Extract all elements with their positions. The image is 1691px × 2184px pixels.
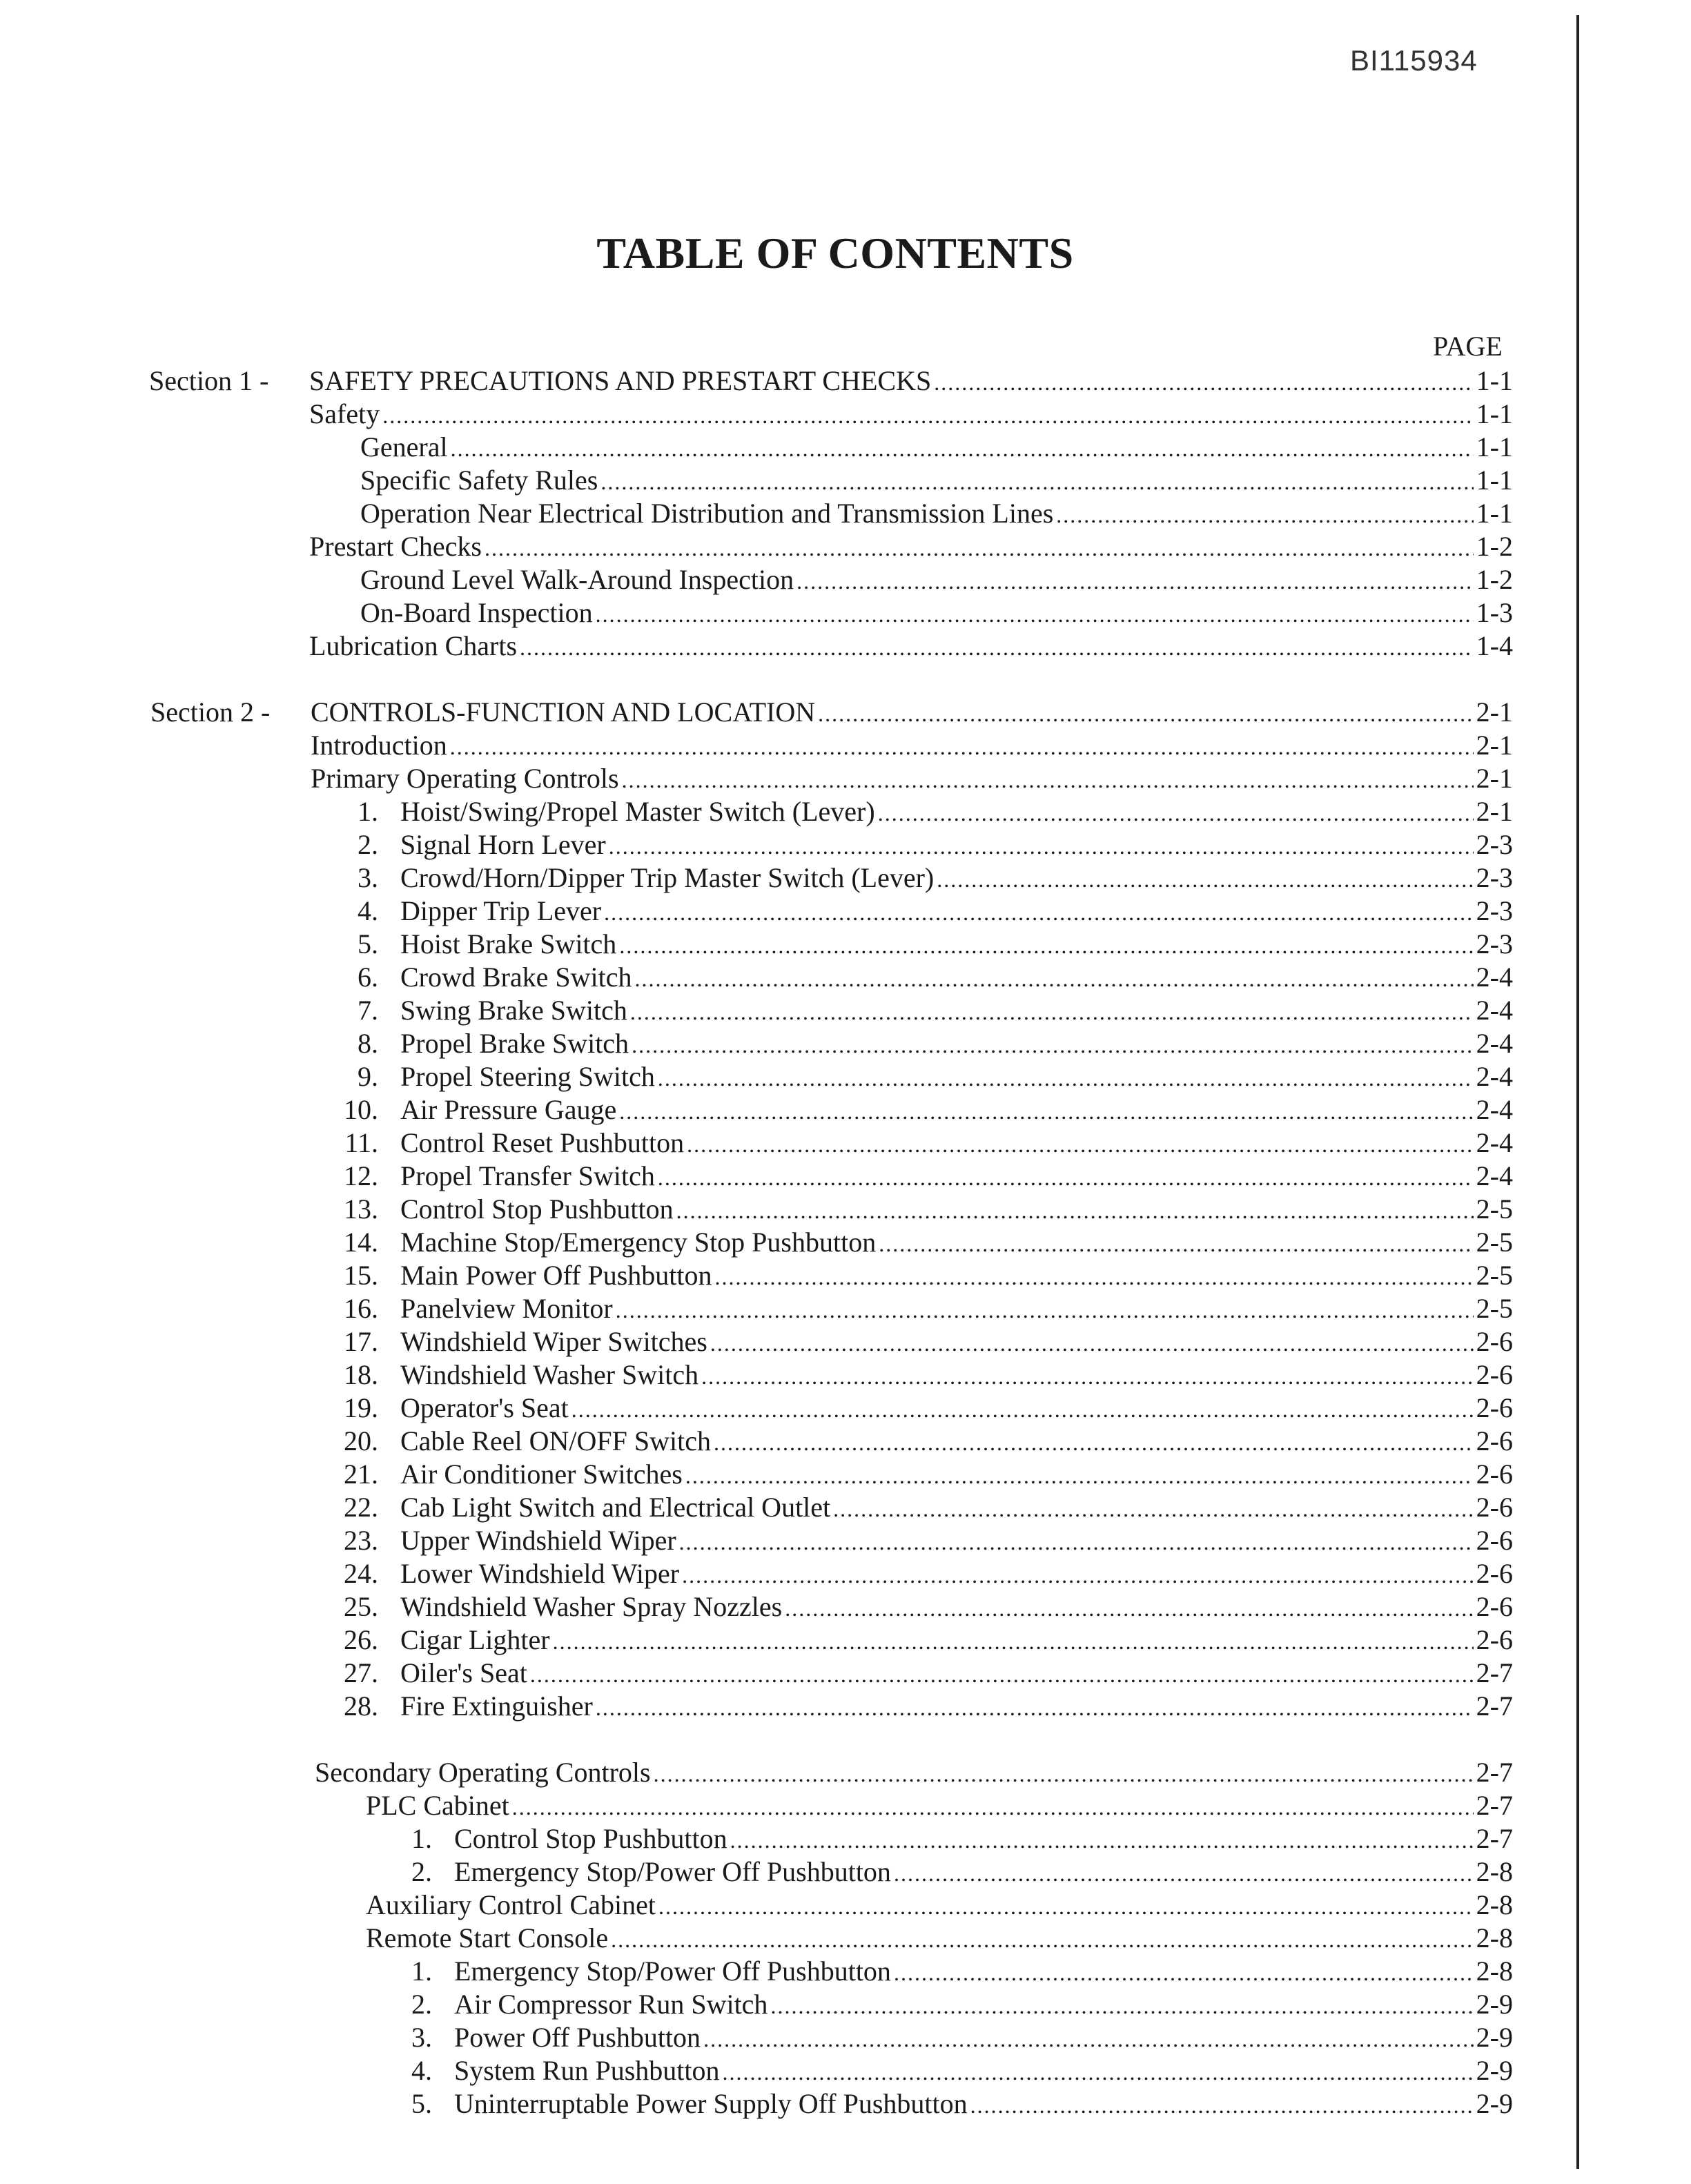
entry-number: 17. [344,1326,378,1357]
dot-leader [604,895,1474,929]
entry-number: 3. [411,2022,432,2053]
toc-entry [358,861,1513,895]
entry-page-number: 2-1 [1476,796,1513,827]
entry-page-number: 2-4 [1476,1028,1513,1059]
toc-entry [411,2021,1513,2054]
entry-number: 1. [411,1823,432,1854]
entry-label: Introduction [311,730,447,761]
dot-leader [658,1060,1474,1095]
entry-number: 3. [358,862,378,893]
entry-label: Windshield Washer Spray Nozzles [400,1591,783,1622]
entry-label: Primary Operating Controls [311,763,619,794]
dot-leader [701,1358,1474,1393]
entry-number: 22. [344,1492,378,1523]
dot-leader [679,1524,1474,1559]
entry-label: Oiler's Seat [400,1657,527,1688]
entry-page-number: 2-5 [1476,1193,1513,1225]
entry-label: Ground Level Walk-Around Inspection [360,564,794,595]
dot-leader [1056,497,1473,532]
toc-entry [344,1392,1513,1425]
dot-leader [894,1855,1474,1890]
entry-page-number: 2-3 [1476,829,1513,860]
dot-leader [676,1193,1474,1227]
entry-label: Emergency Stop/Power Off Pushbutton [454,1856,891,1887]
toc-section-entry [149,364,1513,398]
dot-leader [635,961,1474,995]
toc-entry [311,729,1513,762]
entry-label: On-Board Inspection [360,597,593,628]
dot-leader [730,1822,1474,1857]
entry-label: PLC Cabinet [366,1790,509,1821]
entry-number: 21. [344,1459,378,1490]
dot-leader [894,1955,1474,1989]
toc-entry [344,1458,1513,1491]
dot-leader [609,828,1474,863]
entry-label: Upper Windshield Wiper [400,1525,676,1556]
toc-entry [344,1160,1513,1193]
toc-entry [344,1624,1513,1657]
dot-leader [632,1027,1474,1062]
entry-page-number: 2-1 [1476,763,1513,794]
entry-number: 26. [344,1624,378,1655]
entry-page-number: 2-5 [1476,1227,1513,1258]
dot-leader [685,1458,1474,1492]
toc-entry [358,994,1513,1027]
entry-label: Safety [309,398,380,429]
entry-page-number: 1-1 [1476,465,1513,496]
dot-leader [818,696,1474,730]
dot-leader [879,1226,1473,1260]
toc-section-entry [150,696,1513,729]
entry-number: 18. [344,1359,378,1390]
entry-page-number: 2-9 [1476,2022,1513,2053]
entry-page-number: 2-4 [1476,962,1513,993]
entry-number: 20. [344,1425,378,1456]
entry-page-number: 1-2 [1476,564,1513,595]
toc-entry [344,1127,1513,1160]
entry-number: 12. [344,1160,378,1191]
dot-leader [611,1922,1474,1956]
entry-page-number: 2-9 [1476,1989,1513,2020]
entry-number: 1. [411,1956,432,1987]
dot-leader [450,729,1474,763]
dot-leader [616,1292,1474,1327]
entry-page-number: 2-6 [1476,1591,1513,1622]
entry-page-number: 2-9 [1476,2055,1513,2086]
entry-label: Specific Safety Rules [360,465,598,496]
entry-page-number: 1-1 [1476,365,1513,396]
entry-number: 4. [411,2055,432,2086]
entry-label: Swing Brake Switch [400,995,627,1026]
entry-page-number: 2-7 [1476,1757,1513,1788]
dot-leader [833,1491,1474,1525]
dot-leader [658,1889,1474,1923]
toc-entry [344,1193,1513,1226]
entry-number: 15. [344,1260,378,1291]
toc-entry [344,1590,1513,1624]
toc-entry [344,1657,1513,1690]
toc-entry [344,1226,1513,1259]
toc-entry [309,630,1513,663]
toc-entry [411,1855,1513,1889]
dot-leader [970,2087,1474,2122]
entry-page-number: 2-5 [1476,1260,1513,1291]
entry-page-number: 2-6 [1476,1525,1513,1556]
entry-page-number: 2-5 [1476,1293,1513,1324]
entry-page-number: 2-8 [1476,1856,1513,1887]
toc-entry [360,431,1513,464]
toc-entry [344,1093,1513,1127]
entry-page-number: 2-3 [1476,862,1513,893]
toc-entry [366,1922,1513,1955]
toc-entry [344,1292,1513,1325]
entry-label: Air Conditioner Switches [400,1459,683,1490]
toc-entry [344,1524,1513,1557]
entry-page-number: 2-7 [1476,1790,1513,1821]
toc-entry [358,1060,1513,1093]
entry-number: 25. [344,1591,378,1622]
entry-page-number: 2-4 [1476,1127,1513,1158]
toc-entry [366,1789,1513,1822]
entry-number: 13. [344,1193,378,1225]
entry-page-number: 2-8 [1476,1922,1513,1953]
toc-entry [344,1358,1513,1392]
entry-label: Remote Start Console [366,1922,609,1953]
entry-page-number: 1-4 [1476,630,1513,661]
entry-label: Cab Light Switch and Electrical Outlet [400,1492,831,1523]
entry-label: Operation Near Electrical Distribution and Transmission Lines [360,498,1054,529]
entry-label: Machine Stop/Emergency Stop Pushbutton [400,1227,877,1258]
entry-label: System Run Pushbutton [454,2055,720,2086]
entry-page-number: 2-4 [1476,1160,1513,1191]
entry-label: Propel Steering Switch [400,1061,655,1092]
dot-leader [714,1259,1473,1294]
entry-label: Auxiliary Control Cabinet [366,1889,656,1920]
dot-leader [596,596,1474,631]
entry-page-number: 1-3 [1476,597,1513,628]
dot-leader [934,364,1473,399]
entry-number: 5. [411,2088,432,2119]
entry-label: Secondary Operating Controls [315,1757,651,1788]
entry-label: Control Stop Pushbutton [454,1823,727,1854]
toc-entry [360,563,1513,596]
entry-number: 10. [344,1094,378,1125]
entry-page-number: 2-8 [1476,1889,1513,1920]
dot-leader [658,1160,1474,1194]
entry-label: Control Reset Pushbutton [400,1127,685,1158]
dot-leader [703,2021,1474,2056]
entry-number: 23. [344,1525,378,1556]
dot-leader [520,630,1474,664]
dot-leader [485,530,1474,565]
toc-entry [358,895,1513,928]
entry-label: Windshield Wiper Switches [400,1326,707,1357]
entry-number: 5. [358,928,378,959]
entry-number: 4. [358,895,378,926]
toc-entry [344,1259,1513,1292]
entry-label: Crowd Brake Switch [400,962,632,993]
entry-label: Lubrication Charts [309,630,518,661]
entry-label: SAFETY PRECAUTIONS AND PRESTART CHECKS [309,365,932,396]
toc-entry [315,1756,1513,1789]
toc-entry [411,2054,1513,2087]
toc-entry [309,398,1513,431]
entry-number: 11. [344,1127,378,1158]
toc-entry [411,1955,1513,1988]
dot-leader [630,994,1474,1028]
entry-label: Propel Brake Switch [400,1028,629,1059]
section-prefix: Section 1 - [149,365,269,396]
entry-label: Signal Horn Lever [400,829,606,860]
dot-leader [596,1690,1474,1724]
entry-page-number: 2-3 [1476,928,1513,959]
entry-number: 16. [344,1293,378,1324]
entry-page-number: 1-1 [1476,398,1513,429]
toc-entry [360,464,1513,497]
toc-entry [344,1425,1513,1458]
entry-label: General [360,431,448,462]
entry-label: Panelview Monitor [400,1293,613,1324]
entry-label: Hoist/Swing/Propel Master Switch (Lever) [400,796,875,827]
dot-leader [451,431,1474,465]
entry-number: 2. [411,1989,432,2020]
toc-entry [344,1690,1513,1723]
entry-label: Cable Reel ON/OFF Switch [400,1425,711,1456]
entry-number: 7. [358,995,378,1026]
entry-page-number: 2-6 [1476,1359,1513,1390]
toc-entry [366,1889,1513,1922]
entry-page-number: 1-1 [1476,498,1513,529]
entry-label: Lower Windshield Wiper [400,1558,680,1589]
entry-page-number: 2-6 [1476,1459,1513,1490]
entry-page-number: 2-8 [1476,1956,1513,1987]
entry-label: Air Pressure Gauge [400,1094,617,1125]
entry-label: Crowd/Horn/Dipper Trip Master Switch (Lever) [400,862,935,893]
toc-entry [311,762,1513,795]
entry-page-number: 2-6 [1476,1492,1513,1523]
entry-page-number: 2-1 [1476,696,1513,728]
entry-label: Windshield Washer Switch [400,1359,699,1390]
entry-page-number: 2-6 [1476,1326,1513,1357]
entry-page-number: 2-6 [1476,1425,1513,1456]
entry-label: CONTROLS-FUNCTION AND LOCATION [311,696,816,728]
entry-number: 8. [358,1028,378,1059]
entry-label: Main Power Off Pushbutton [400,1260,712,1291]
toc-entry [358,928,1513,961]
entry-page-number: 2-6 [1476,1558,1513,1589]
section-prefix: Section 2 - [150,696,271,728]
entry-label: Cigar Lighter [400,1624,550,1655]
entry-label: Dipper Trip Lever [400,895,602,926]
dot-leader [382,398,1473,432]
entry-number: 9. [358,1061,378,1092]
entry-label: Prestart Checks [309,531,482,562]
dot-leader [710,1325,1474,1360]
entry-label: Hoist Brake Switch [400,928,617,959]
entry-number: 2. [411,1856,432,1887]
entry-page-number: 1-2 [1476,531,1513,562]
dot-leader [512,1789,1474,1824]
dot-leader [714,1425,1474,1459]
dot-leader [878,795,1474,830]
dot-leader [619,928,1473,962]
toc-entry [344,1557,1513,1590]
entry-page-number: 2-4 [1476,1094,1513,1125]
toc-entry [309,530,1513,563]
entry-label: Operator's Seat [400,1392,569,1423]
toc-entry [411,2087,1513,2120]
dot-leader [682,1557,1474,1592]
toc-entry [358,961,1513,994]
dot-leader [571,1392,1474,1426]
entry-page-number: 2-9 [1476,2088,1513,2119]
dot-leader [796,563,1474,598]
page-column-heading: PAGE [1433,331,1503,362]
entry-page-number: 2-1 [1476,730,1513,761]
dot-leader [937,861,1473,896]
toc-entry [344,1325,1513,1358]
toc-entry [360,497,1513,530]
toc-entry [358,795,1513,828]
page-title: TABLE OF CONTENTS [596,228,1074,277]
toc-entry [411,1822,1513,1855]
entry-number: 1. [358,796,378,827]
entry-label: Propel Transfer Switch [400,1160,655,1191]
entry-page-number: 2-7 [1476,1690,1513,1722]
entry-label: Control Stop Pushbutton [400,1193,674,1225]
toc-entry [411,1988,1513,2021]
document-id: BI115934 [1350,44,1478,77]
entry-page-number: 1-1 [1476,431,1513,462]
dot-leader [530,1657,1474,1691]
entry-number: 14. [344,1227,378,1258]
entry-label: Power Off Pushbutton [454,2022,701,2053]
entry-page-number: 2-7 [1476,1823,1513,1854]
dot-leader [785,1590,1473,1625]
dot-leader [723,2054,1474,2089]
entry-label: Emergency Stop/Power Off Pushbutton [454,1956,891,1987]
toc-entry [344,1491,1513,1524]
dot-leader [600,464,1473,498]
toc-entry [360,596,1513,630]
entry-page-number: 2-4 [1476,995,1513,1026]
entry-page-number: 2-3 [1476,895,1513,926]
dot-leader [622,762,1474,797]
dot-leader [553,1624,1474,1658]
entry-number: 24. [344,1558,378,1589]
entry-number: 27. [344,1657,378,1688]
entry-label: Air Compressor Run Switch [454,1989,768,2020]
entry-label: Uninterruptable Power Supply Off Pushbutton [454,2088,968,2119]
entry-number: 2. [358,829,378,860]
entry-page-number: 2-7 [1476,1657,1513,1688]
toc-entry [358,1027,1513,1060]
entry-page-number: 2-6 [1476,1624,1513,1655]
toc-entry [358,828,1513,861]
entry-number: 6. [358,962,378,993]
entry-label: Fire Extinguisher [400,1690,593,1722]
dot-leader [687,1127,1474,1161]
entry-number: 19. [344,1392,378,1423]
page-edge-rule [1576,15,1579,2169]
dot-leader [654,1756,1474,1791]
entry-page-number: 2-4 [1476,1061,1513,1092]
entry-number: 28. [344,1690,378,1722]
dot-leader [619,1093,1473,1128]
entry-page-number: 2-6 [1476,1392,1513,1423]
dot-leader [770,1988,1473,2022]
